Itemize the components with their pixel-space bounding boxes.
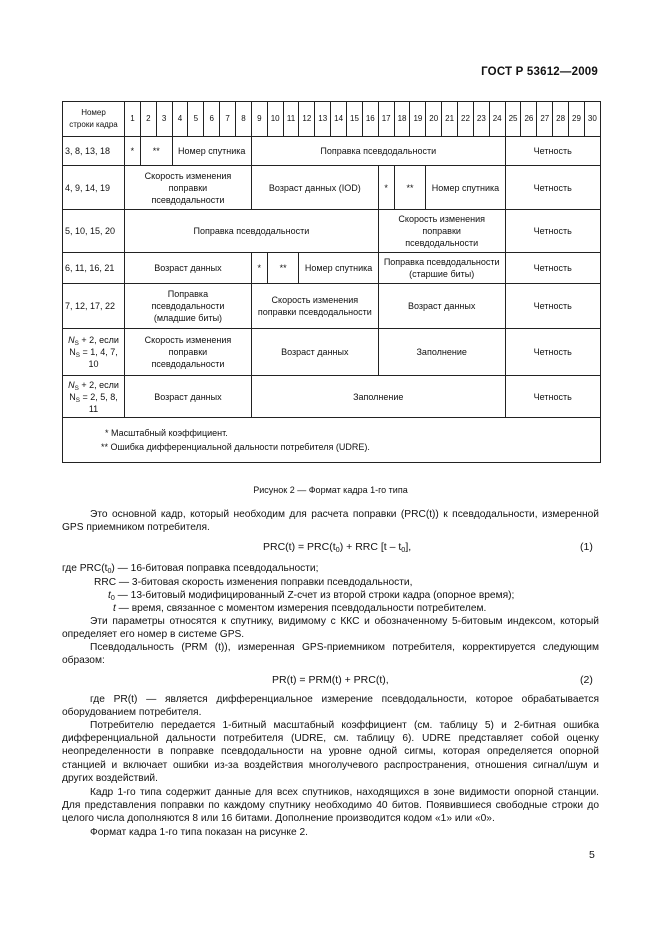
fill-cell: Заполнение — [251, 376, 505, 418]
prc-cell: Поправка псевдодальности — [251, 137, 505, 166]
table-notes-row — [63, 418, 601, 463]
udre-cell: ** — [140, 137, 172, 166]
equation-1: $PRC(t) = PRC(t_0)$ + RRC $[t - t_0]$, — [263, 541, 412, 554]
figure-caption: Рисунок 2 — Формат кадра 1-го типа — [253, 485, 408, 495]
equation-2: PR(t) = PRM(t) + PRC(t), — [272, 674, 389, 686]
table-row — [63, 284, 601, 329]
bit-number: 7 — [220, 102, 236, 137]
parity-cell: Четность — [505, 166, 600, 210]
bit-number: 25 — [505, 102, 521, 137]
note-scale-factor: * Масштабный коэффициент. — [105, 428, 228, 438]
row-label: $N_S + 2$, если $N_S = 2$, 5, 8, 11 — [63, 376, 125, 418]
satellite-number-cell: Номер спутника — [172, 137, 251, 166]
prc-cell: Поправка псевдодальности — [125, 210, 379, 253]
table-row — [63, 376, 601, 418]
bit-number: 9 — [251, 102, 267, 137]
paragraph-intro: Это основной кадр, который необходим для расчета поправки (PRC(t)) к псевдодальности, измеренной GPS приемником потребителя. — [62, 509, 599, 534]
iod-cell: Возраст данных — [378, 284, 505, 329]
scale-factor-cell: * — [378, 166, 394, 210]
parity-cell: Четность — [505, 137, 600, 166]
bit-number: 1 — [125, 102, 141, 137]
table-row — [63, 329, 601, 376]
row-label-header: Номер строки кадра — [63, 102, 125, 137]
where-t: t — время, связанное с моментом измерения псевдодальности потребителем. — [113, 603, 487, 614]
iod-cell: Возраст данных — [125, 376, 252, 418]
paragraph-udre: Потребителю передается 1-битный масштабный коэффициент (см. таблицу 5) и 2-битная ошибка дифференциальной дальности потребителя (UDRE, см. таблицу 6). UDRE представляет собой оценку неопределенности в поправке псевдодальности на уровне одной сигмы, которая определяется опорной станцией и включает ошибки из-за воздействия многолучевого распространения, отношения сигнал/шум и других воздействий. — [62, 720, 599, 784]
prc-high-cell: Поправка псевдодальности (старшие биты) — [378, 253, 505, 284]
paragraph-type1-contents: Кадр 1-го типа содержит данные для всех спутников, находящихся в зоне видимости опорной станции. Для представления поправки по каждому спутнику необходимо 40 битов. Появившиеся свободные строки до целого числа дополняются 8 или 16 битами. Дополнение производится кодом «1» или «0». — [62, 787, 599, 825]
frame-format-table — [62, 101, 601, 463]
page-number: 5 — [589, 849, 595, 861]
fill-cell: Заполнение — [378, 329, 505, 376]
equation-2-number: (2) — [580, 674, 593, 686]
row-label: 4, 9, 14, 19 — [63, 166, 125, 210]
scale-factor-cell: * — [125, 137, 141, 166]
paragraph-prm: Псевдодальность (PRM (t)), измеренная GPS-приемником потребителя, корректируется следующим образом: — [62, 642, 599, 667]
iod-cell: Возраст данных (IOD) — [251, 166, 378, 210]
bit-number: 24 — [489, 102, 505, 137]
udre-cell: ** — [267, 253, 299, 284]
prc-low-cell: Поправка псевдодальности (младшие биты) — [125, 284, 252, 329]
iod-cell: Возраст данных — [251, 329, 378, 376]
bit-number: 13 — [315, 102, 331, 137]
where-t0: $t_0$ — 13-битовый модифицированный Z-счет из второй строки кадра (опорное время); — [108, 590, 515, 602]
satellite-number-cell: Номер спутника — [426, 166, 505, 210]
parity-cell: Четность — [505, 210, 600, 253]
bit-number: 20 — [426, 102, 442, 137]
paragraph-pr: где PR(t) — является дифференциальное измерение псевдодальности, которое обрабатывается оборудованием потребителя. — [62, 694, 599, 719]
document-header: ГОСТ Р 53612—2009 — [481, 66, 598, 78]
bit-number: 2 — [140, 102, 156, 137]
row-label: 5, 10, 15, 20 — [63, 210, 125, 253]
bit-number: 16 — [362, 102, 378, 137]
row-label: 3, 8, 13, 18 — [63, 137, 125, 166]
parity-cell: Четность — [505, 253, 600, 284]
bit-number: 6 — [204, 102, 220, 137]
bit-number: 12 — [299, 102, 315, 137]
row-label: 7, 12, 17, 22 — [63, 284, 125, 329]
bit-number: 28 — [553, 102, 569, 137]
bit-number: 15 — [347, 102, 363, 137]
row-label: $N_S + 2$, если $N_S = 1$, 4, 7, 10 — [63, 329, 125, 376]
table-row — [63, 210, 601, 253]
bit-number: 21 — [442, 102, 458, 137]
paragraph-figure-ref: Формат кадра 1-го типа показан на рисунке 2. — [90, 827, 308, 838]
bit-number: 10 — [267, 102, 283, 137]
where-rrc: RRC — 3-битовая скорость изменения поправки псевдодальности, — [94, 577, 413, 588]
udre-cell: ** — [394, 166, 426, 210]
paragraph-parameters: Эти параметры относятся к спутнику, видимому с ККС и обозначенному 5-битовым индексом, который определяет его номер в системе GPS. — [62, 616, 599, 641]
bit-number: 4 — [172, 102, 188, 137]
table-row — [63, 166, 601, 210]
rrc-cell: Скорость изменения поправки псевдодальности — [125, 166, 252, 210]
satellite-number-cell: Номер спутника — [299, 253, 378, 284]
parity-cell: Четность — [505, 376, 600, 418]
parity-cell: Четность — [505, 329, 600, 376]
bit-number: 18 — [394, 102, 410, 137]
rrc-cell: Скорость изменения поправки псевдодальности — [378, 210, 505, 253]
where-prc: где $PRC(t_0)$ — 16-битовая поправка псевдодальности; — [62, 563, 319, 575]
bit-number: 19 — [410, 102, 426, 137]
bit-number: 30 — [584, 102, 600, 137]
note-udre: ** Ошибка дифференциальной дальности потребителя (UDRE). — [101, 442, 370, 452]
scale-factor-cell: * — [251, 253, 267, 284]
bit-number: 14 — [331, 102, 347, 137]
table-row — [63, 137, 601, 166]
bit-number: 11 — [283, 102, 299, 137]
bit-number: 22 — [458, 102, 474, 137]
bit-number: 5 — [188, 102, 204, 137]
table-notes — [63, 418, 601, 463]
row-label: 6, 11, 16, 21 — [63, 253, 125, 284]
rrc-cell: Скорость изменения поправки псевдодальности — [251, 284, 378, 329]
bit-number: 3 — [156, 102, 172, 137]
iod-cell: Возраст данных — [125, 253, 252, 284]
table-row — [63, 253, 601, 284]
bit-number: 17 — [378, 102, 394, 137]
parity-cell: Четность — [505, 284, 600, 329]
bit-number: 26 — [521, 102, 537, 137]
table-header-row — [63, 102, 601, 137]
bit-number: 29 — [569, 102, 585, 137]
bit-number: 27 — [537, 102, 553, 137]
equation-1-number: (1) — [580, 541, 593, 553]
bit-number: 8 — [236, 102, 252, 137]
bit-number: 23 — [473, 102, 489, 137]
rrc-cell: Скорость изменения поправки псевдодальности — [125, 329, 252, 376]
